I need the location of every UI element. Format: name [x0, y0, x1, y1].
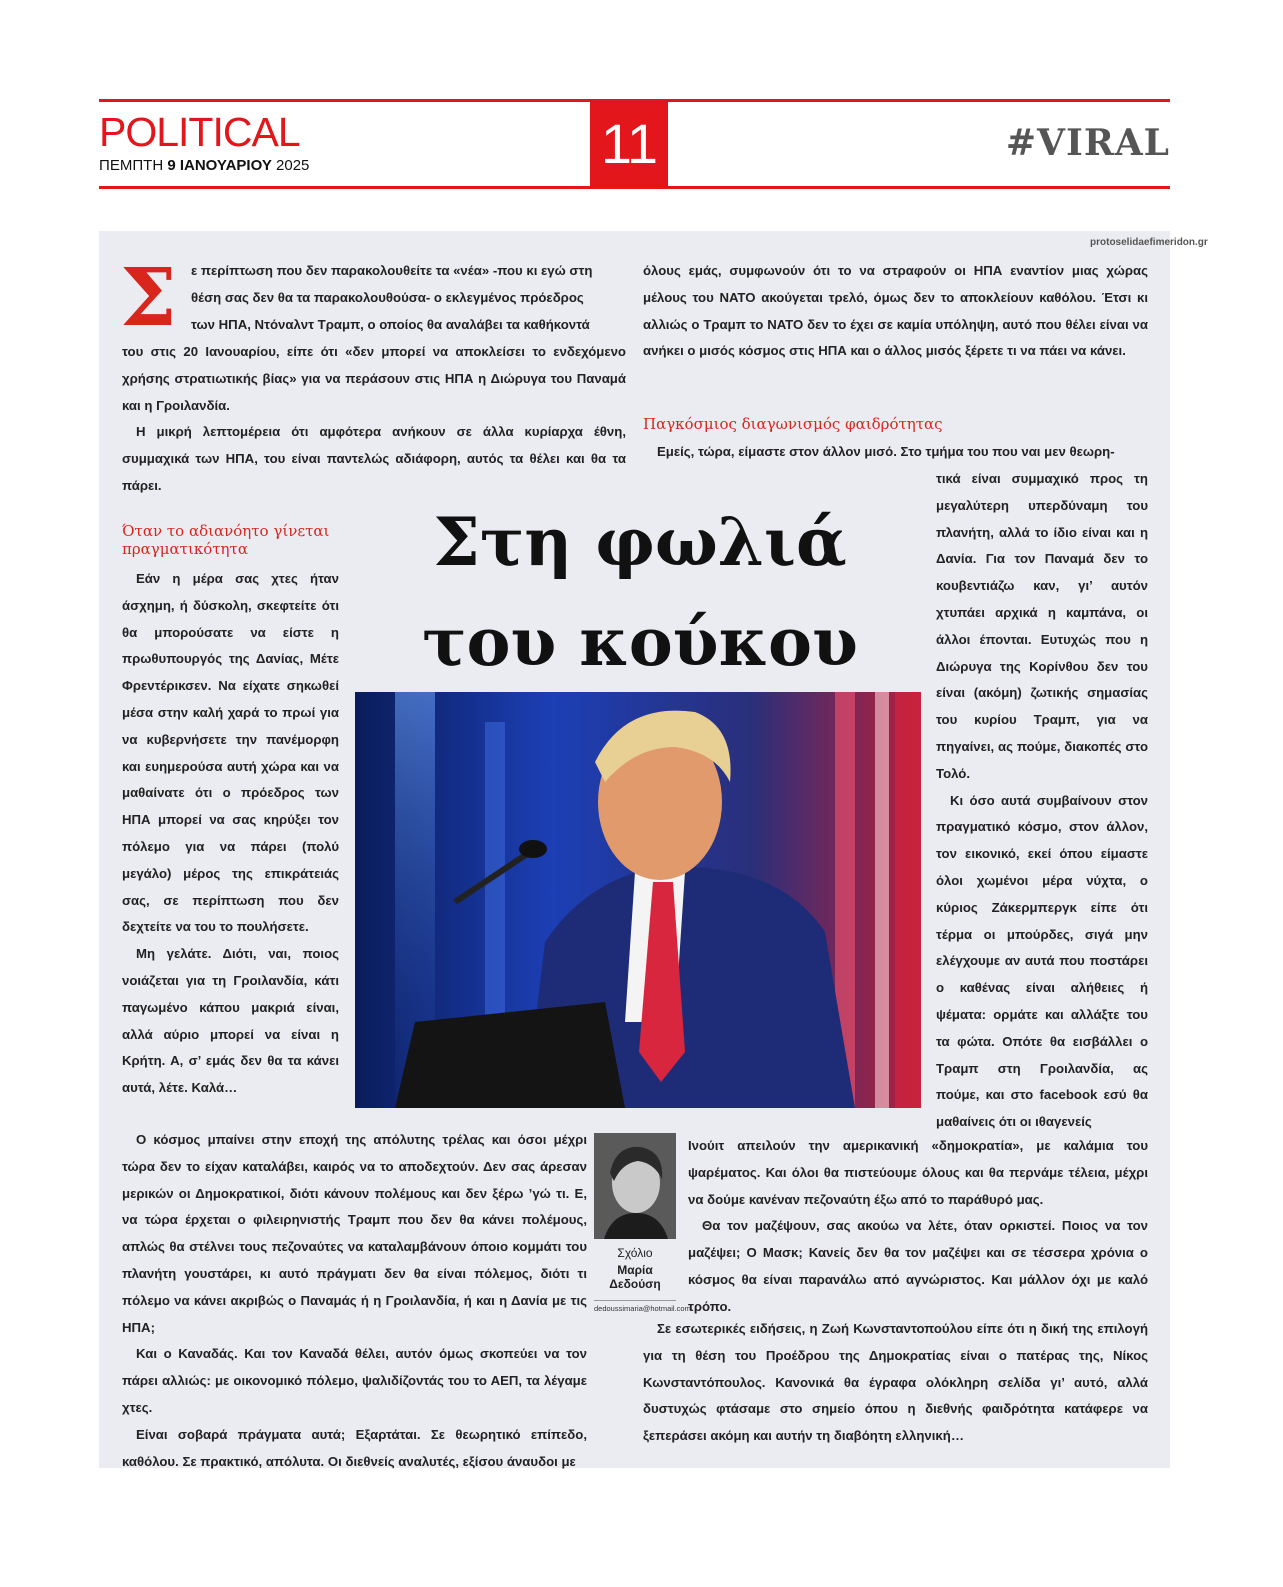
columnist-avatar: [594, 1133, 676, 1239]
right-paragraph: Κι όσο αυτά συμβαίνουν στον πραγματικό κόσμο, στον άλλον, τον εικονικό, εκεί όπου είμαστε όλοι χωμένοι μέρα νύχτα, ο κύριος Ζάκερμπεργκ είπε ότι τέρμα οι μπούρδες, σιγά μην ελέγχουμε αν αυτά που ποστάρει ο καθένας είναι αλήθειες ή ψέματα: ορμάτε και αλλάξτε του τα φώτα. Οπότε θα εισβάλλει ο Τραμπ στη Γροιλανδία, ας πούμε, και στο facebook εσύ θα μαθαίνεις ότι οι ιθαγενείς: [936, 792, 1148, 1130]
intro-paragraph: [122, 339, 626, 500]
columnist-email: dedoussimaria@hotmail.com: [594, 1304, 691, 1313]
bottom-right-wide: [643, 1316, 1148, 1450]
intro-line: ε περίπτωση που δεν παρακολουθείτε τα «νέα» -που κι εγώ στη: [191, 263, 593, 278]
right-top-paragraph: όλους εμάς, συμφωνούν ότι το να στραφούν οι ΗΠΑ εναντίον μιας χώρας μέλους του ΝΑΤΟ ακούγεται τρελό, όμως δεν το αποκλείουν καθόλου. Έτσι κι αλλιώς ο Τραμπ το ΝΑΤΟ δεν το έχει σε καμία υπόληψη, αυτό που θέλει είναι να ανήκει ο μισός κόσμος στις ΗΠΑ και ο άλλος μισός ξέρετε τι να πάει να κάνει.: [643, 263, 1148, 359]
subhead-right: Παγκόσμιος διαγωνισμός φαιδρότητας: [643, 415, 943, 433]
headline-line: Στη φωλιά: [433, 503, 847, 581]
intro-text: του στις 20 Ιανουαρίου, είπε ότι «δεν μπορεί να αποκλείσει το ενδεχόμενο χρήσης στρατιωτικής βίας» για να περάσουν στις ΗΠΑ η Διώρυγα του Παναμά και η Γροιλανδία.: [122, 344, 626, 413]
bottom-left-paragraph: Ο κόσμος μπαίνει στην εποχή της απόλυτης τρέλας και όσοι μέχρι τώρα δεν το είχαν καταλάβει, καιρός να το αποδεχτούν. Δεν σας άρεσαν μερικών οι Δημοκρατικοί, διότι κάνουν πολέμους και δεν ξέρω ’γώ τι. Ε, να τώρα έρχεται ο φιλειρηνιστής Τραμπ που δεν θα κάνει πολέμους, απλώς θα στέλνει τους πεζοναύτες να καταλαμβάνουν όποιο κομμάτι του πλανήτη γουστάρει, κι αυτό πράγματι δεν θα είναι πόλεμος, διότι τι πόλεμο να κάνει ακριβώς ο Παναμάς ή η Γροιλανδία, ή και η Δανία με τις ΗΠΑ;: [122, 1132, 587, 1335]
date-year: 2025: [276, 157, 310, 174]
bottom-left-column: [122, 1127, 587, 1475]
date-day: ΠΕΜΠΤΗ: [99, 157, 164, 174]
speaker-photo-illustration: [355, 692, 921, 1108]
bottom-left-paragraph: Και ο Καναδάς. Και τον Καναδά θέλει, αυτόν όμως σκοπεύει να τον πάρει αλλιώς: με οικονομικό πόλεμο, ψαλιδίζοντάς του το ΑΕΠ, τα λέγαμε χτες.: [122, 1346, 587, 1415]
columnist-first-name: Μαρία: [617, 1263, 653, 1277]
bottom-left-paragraph: Είναι σοβαρά πράγματα αυτά; Εξαρτάται. Σε θεωρητικό επίπεδο, καθόλου. Σε πρακτικό, απόλυτα. Οι διεθνείς αναλυτές, εξίσου άναυδοι με: [122, 1426, 587, 1469]
bottom-right-paragraph: Σε εσωτερικές ειδήσεις, η Ζωή Κωνσταντοπούλου είπε ότι η δική της επιλογή για τη θέση του Προέδρου της Δημοκρατίας είναι ο πατέρας της, Νίκος Κωνσταντόπουλος. Κανονικά θα έγραφα ολόκληρη σελίδα γι’ αυτό, αλλά δυστυχώς φτάσαμε στο σημείο όπου η διεθνής φαιδρότητα κατάφερε να ξεπεράσει ακόμη και αυτήν τη διαβόητη ελληνική…: [643, 1321, 1148, 1444]
bottom-right-paragraph: Θα τον μαζέψουν, σας ακούω να λέτε, όταν ορκιστεί. Ποιος να τον μαζέψει; Ο Μασκ; Κανείς δεν θα τον μαζέψει και σε τέσσερα χρόνια ο κόσμος θα είναι παρανάλω από αγνώριστος. Και μάλλον όχι με καλό τρόπο.: [688, 1218, 1148, 1314]
section-title: POLITICAL: [99, 109, 300, 155]
columnist-name: [594, 1263, 676, 1291]
article-photo: [355, 692, 921, 1108]
intro-line: θέση σας δεν θα τα παρακολουθούσα- ο εκλεγμένος πρόεδρος: [191, 290, 584, 305]
columnist-divider: [594, 1300, 676, 1301]
right-column: [936, 466, 1148, 1136]
subhead-left: Όταν το αδιανόητο γίνεται πραγματικότητα: [122, 522, 330, 558]
columnist-label: Σχόλιο: [617, 1246, 653, 1260]
intro-line: των ΗΠΑ, Ντόναλντ Τραμπ, ο οποίος θα αναλάβει τα καθήκοντά: [191, 317, 590, 332]
right-sub-text: Εμείς, τώρα, είμαστε στον άλλον μισό. Στο τμήμα του που ναι μεν θεωρη-: [657, 444, 1115, 459]
page-number: 11: [590, 100, 668, 187]
section-tag: #VIRAL: [1005, 122, 1170, 164]
left-column: [122, 566, 339, 1102]
right-top-column: [643, 258, 1148, 365]
drop-cap: Σ: [120, 250, 177, 344]
headline-line: του κούκου: [422, 603, 858, 681]
columnist-photo: [594, 1133, 676, 1239]
right-sub-line: [643, 439, 1148, 466]
intro-paragraph-2: Η μικρή λεπτομέρεια ότι αμφότερα ανήκουν σε άλλα κυρίαρχα έθνη, συμμαχικά των ΗΠΑ, του είναι παντελώς αδιάφορη, αυτός τα θέλει και θα τα πάρει.: [122, 424, 626, 493]
bottom-right-column: [688, 1133, 1148, 1321]
columnist-last-name: Δεδούση: [609, 1277, 661, 1291]
watermark: protoselidaefimeridon.gr: [1090, 237, 1208, 248]
dateline: [99, 157, 309, 174]
bottom-right-paragraph: Ινούιτ απειλούν την αμερικανική «δημοκρατία», με καλάμια του ψαρέματος. Και όλοι θα πιστεύουμε όλους και θα περνάμε τέλεια, μέχρι να δούμε κανέναν πεζοναύτη έξω από το παράθυρό μας.: [688, 1138, 1148, 1207]
right-paragraph: τικά είναι συμμαχικό προς τη μεγαλύτερη υπερδύναμη του πλανήτη, αλλά το ίδιο είναι και η Δανία. Για τον Παναμά δεν το κουβεντιάζω καν, γι’ αυτόν χτυπάει αρχικά η καμπάνα, οι άλλοι έπονται. Ευτυχώς που η Διώρυγα της Κορίνθου δεν του είναι (ακόμη) ζωτικής σημασίας του κυρίου Τραμπ, για να πηγαίνει, ας πούμε, διακοπές στο Τολό.: [936, 471, 1148, 781]
date-bold: 9 ΙΑΝΟΥΑΡΙΟΥ: [167, 157, 272, 174]
left-paragraph: Εάν η μέρα σας χτες ήταν άσχημη, ή δύσκολη, σκεφτείτε ότι θα μπορούσατε να είστε η πρωθυπουργός της Δανίας, Μέτε Φρεντέρικσεν. Να είχατε σηκωθεί μέσα στην καλή χαρά το πρωί για να κυβερνήσετε την πανέμορφη και ευημερούσα αυτή χώρα και να μαθαίνατε ότι ο πρόεδρος των ΗΠΑ μπορεί να σας κηρύξει τον πόλεμο για να πάρει (πολύ μεγάλο) μέρος της επικράτειάς σας, σε περίπτωση που δεν δεχτείτε να του το πουλήσετε.: [122, 571, 339, 935]
headline: [360, 492, 920, 692]
left-paragraph: Μη γελάτε. Διότι, ναι, ποιος νοιάζεται για τη Γροιλανδία, κάτι παγωμένο κάπου μακριά είναι, αλλά αύριο μπορεί να είναι η Κρήτη. Α, σ’ εμάς δεν θα τα κάνει αυτά, λέτε. Καλά…: [122, 946, 339, 1096]
